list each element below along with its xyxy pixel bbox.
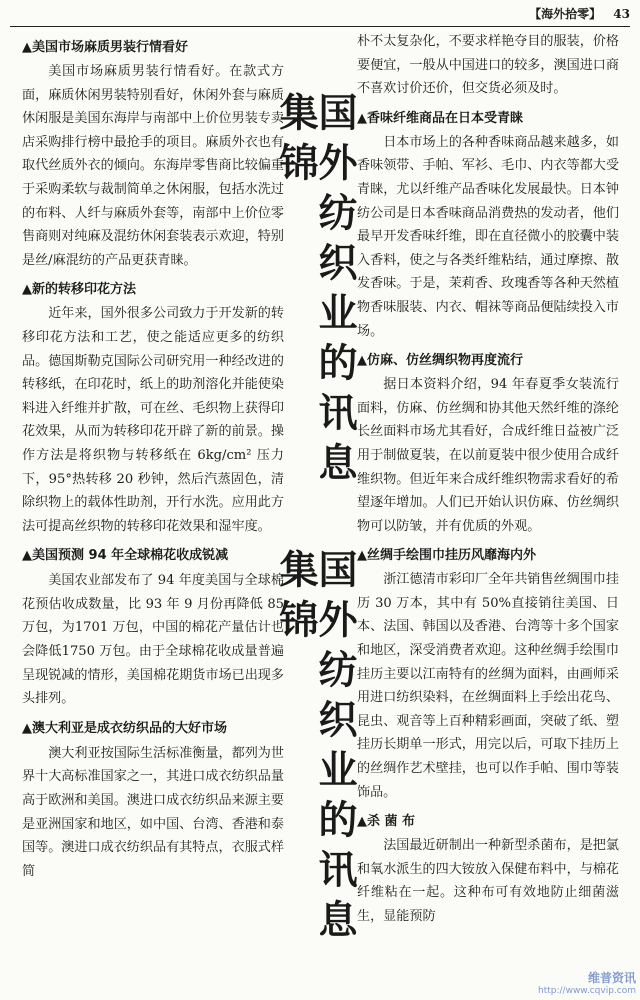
banner-title-2: 国外纺织业的讯息集锦	[273, 548, 358, 949]
article-continuation: 朴不太复杂化，不要求样艳夺目的服装，价格要便宜，一般从中国进口的较多，澳国进口商不喜欢讨价还价，但交货必须及时。	[357, 34, 619, 97]
article-body: 浙江德清市彩印厂全年共销售丝绸围巾挂历 30 万本，其中有 50%直接销往美国、日本、法国、韩国以及香港、台湾等十多个国家和地区，深受消费者欢迎。这种丝绸手绘围巾挂历主要以江南特有的丝绸为面料，由画师采用进口纺织染料，在丝绸面料上手绘出花鸟、昆虫、观音等上百种精彩画面，突破了纸、塑挂历长期单一形式，用完以后，可取下挂历上的丝绸作艺术壁挂，也可以作手帕、围巾等装饰品。	[357, 572, 619, 800]
article-title: ▲美国预测 94 年全球棉花收成锐减	[22, 548, 229, 564]
running-header	[529, 6, 630, 22]
right-column	[357, 30, 619, 995]
article-body: 美国农业部发布了 94 年度美国与全球棉花预估收成数量，比 93 年 9 月份再降低 85 万包，为1701 万包，中国的棉花产量估计也会降低1750 万包。由于全球棉花收成量普遍呈现锐减的情形，美国棉花期货市场已出现多头排列。	[22, 573, 284, 707]
left-column	[22, 30, 284, 995]
section-title: 【海外拾零】	[529, 7, 602, 21]
article-body: 美国市场麻质男装行情看好。在款式方面，麻质休闲男装特别看好，休闲外套与麻质休闲服是美国东海岸与南部中上价位男装专卖店采购排行榜中最抢手的项目。麻质外衣也有取代丝质外衣的倾向。东海岸零售商比较偏重于采购柔软与裁制简单之休闲服，包括水洗过的布料、人纤与麻质外套等，南部中上价位零售商则对纯麻及混纺休闲套装表示欢迎，特别是丝/麻混纺的产品更获青睐。	[22, 64, 284, 268]
article-body: 近年来，国外很多公司致力于开发新的转移印花方法和工艺，使之能适应更多的纺织品。德国斯勒克国际公司研究用一种经改进的转移纸，在印花时，纸上的助剂溶化并能使染料进入纤维并扩散，可在丝、毛织物上获得印花效果，从而为转移印花开辟了新的前景。操作方法是将织物与转移纸在 6kg/cm² 压力下，95°热转移 20 秒钟，然后汽蒸固色，清除织物上的载体性助剂，开行水洗。应用此方法可提高丝织物的转移印花效果和湿牢度。	[22, 306, 284, 534]
banner-title-1: 国外纺织业的讯息集锦	[273, 92, 358, 492]
article-body: 日本市场上的各种香味商品越来越多，如香味领带、手帕、军衫、毛巾、内衣等都大受青睐，尤以纤维产品香味化发展最快。日本钟纺公司是日本香味商品消费热的发动者，他们最早开发香味纤维，即在直径微小的胶囊中装入香料，使之与各类纤维粘结，通过摩擦、散发香味。于是，茉莉香、玫瑰香等各种天然植物香味服装、内衣、帽袜等商品便陆续投入市场。	[357, 134, 619, 339]
watermark-url: http://www.cqvip.com	[538, 986, 636, 996]
watermark-brand: 维普资讯	[587, 971, 636, 985]
watermark	[538, 969, 636, 996]
article-title: ▲杀 菌 布	[357, 814, 416, 830]
article-title: ▲美国市场麻质男装行情看好	[22, 40, 188, 55]
vertical-banner	[273, 92, 358, 972]
article-body: 据日本资料介绍，94 年春夏季女装流行面料，仿麻、仿丝绸和协其他天然纤维的涤纶长丝面料市场尤其看好，合成纤维日益被广泛用于制做夏装，在以前夏装中很少使用合成纤维织物。但近年来合成纤维织物需求看好的希望逐年增加。人们已开始认识仿麻、仿丝绸织物可以防皱，并有优质的外观。	[357, 377, 619, 534]
article-body: 法国最近研制出一种新型杀菌布，是把氯和氧水派生的四大铵放入保健布料中，与棉花纤维粘在一起。这种布可有效地防止细菌滋生，显能预防	[357, 838, 619, 924]
article-title: ▲澳大利亚是成衣纺织品的大好市场	[22, 720, 227, 736]
page-number: 43	[613, 7, 630, 21]
article-title: ▲香味纤维商品在日本受青睐	[357, 110, 523, 126]
article-body: 澳大利亚按国际生活标准衡量，都列为世界十大高标准国家之一，其进口成衣纺织品量高于欧洲和美国。澳进口成衣纺织品来源主要是亚洲国家和地区，如中国、台湾、香港和泰国等。澳进口成衣纺织品有其特点，衣服式样简	[22, 745, 284, 879]
article-title: ▲仿麻、仿丝绸织物再度流行	[357, 353, 523, 369]
article-title: ▲新的转移印花方法	[22, 282, 136, 298]
article-title: ▲丝绸手绘围巾挂历风靡海内外	[357, 548, 536, 564]
